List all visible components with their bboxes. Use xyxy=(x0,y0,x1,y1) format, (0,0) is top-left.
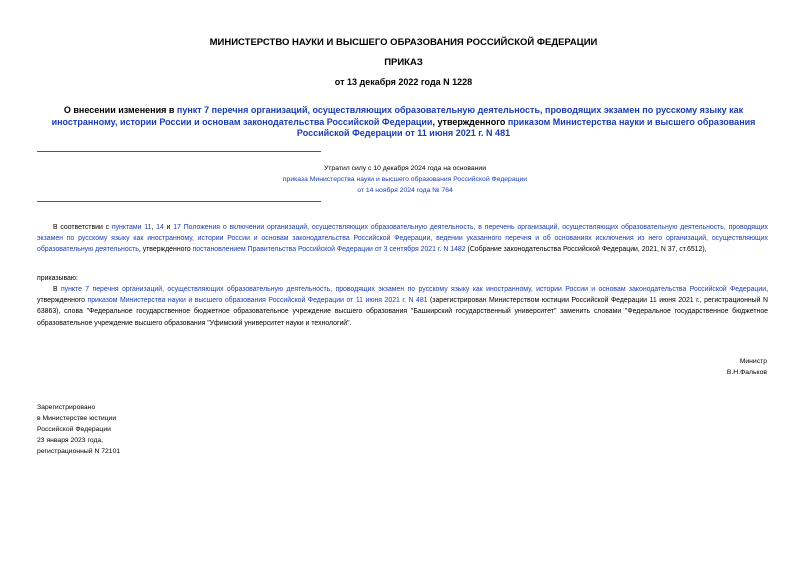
date-number-heading: от 13 декабря 2022 года N 1228 xyxy=(334,77,473,87)
title-link-paragraph-7[interactable]: пункт 7 перечня организаций, осуществляющих образовательную деятельность, проводящих экзамен по русскому языку как иностранному, истории России и основам законодательства Российской Федерации xyxy=(51,105,744,127)
divider-top xyxy=(37,151,321,152)
preamble-link-decree-1482[interactable]: постановлением Правительства Российской Федерации от 3 сентября 2021 г. N 1482 xyxy=(192,246,466,254)
preamble-text-3: и xyxy=(163,224,174,231)
preamble-link-p17[interactable]: 17 Положения о включении организаций, осуществляющих образовательную деятельность, в перечень организаций, осуществляющих образовательную деятельность, проводящих экзамен по русскому языку как иностранному, истории России и основам законодательства Российской Федерации, ведении указанного перечня и об основаниях исключения из него организаций, осуществляющих образовательную деятельность xyxy=(37,224,768,254)
order-title xyxy=(40,105,767,140)
divider-bottom xyxy=(37,201,321,202)
body-link-paragraph-7[interactable]: пункте 7 перечня организаций, осуществляющих образовательную деятельность, проводящих экзамен по русскому языку как иностранному, истории России и основам законодательства Российской Федерации xyxy=(60,286,767,293)
title-middle: , утвержденного xyxy=(432,116,508,127)
lost-force-notice xyxy=(235,163,575,196)
order-word: приказываю: xyxy=(37,275,78,282)
registration-block xyxy=(37,402,120,457)
signature-position: Министр xyxy=(739,358,767,365)
preamble-paragraph xyxy=(37,222,768,256)
registration-line4: 23 января 2023 года, xyxy=(37,437,104,444)
preamble-text-5: (Собрание законодательства Российской Федерации, 2021, N 37, ст.6512), xyxy=(465,246,707,254)
body-paragraph xyxy=(37,284,768,329)
doc-type-heading: ПРИКАЗ xyxy=(384,57,423,68)
lost-force-link-date[interactable]: от 14 ноября 2024 года № 764 xyxy=(357,187,453,194)
title-prefix: О внесении изменения в xyxy=(63,105,177,115)
lost-force-link-order[interactable]: приказа Министерства науки и высшего образования Российской Федерации xyxy=(282,176,528,183)
body-link-order-481[interactable]: приказом Министерства науки и высшего образования Российской Федерации от 11 июня 2021 г. N 481 xyxy=(87,297,428,305)
body-text-1: В xyxy=(53,286,61,293)
preamble-text-2: , xyxy=(151,224,157,231)
lost-force-line1: Утратил силу с 10 декабря 2024 года на основании xyxy=(323,165,486,172)
preamble-text-4: , утвержденного xyxy=(138,246,193,254)
registration-line5: регистрационный N 72101 xyxy=(37,448,121,455)
preamble-link-p11[interactable]: пунктами 11 xyxy=(111,224,152,231)
registration-line1: Зарегистрировано xyxy=(37,404,96,411)
registration-line3: Российской Федерации xyxy=(37,426,111,433)
signature-name: В.Н.Фальков xyxy=(726,369,767,376)
body-text-2: , утвержденного xyxy=(37,286,768,305)
title-link-order-481[interactable]: приказом Министерства науки и высшего образования Российской Федерации от 11 июня 2021 г. N 481 xyxy=(296,116,756,138)
body-text-3: (зарегистрирован Министерством юстиции Российской Федерации 11 июня 2021 г., регистрационный N 63863), слова "Федеральное государственное бюджетное образовательное учреждение высшего образования "Башкирский государственный университет" заменить словами "Федеральное государственное бюджетное образовательное учреждение высшего образования "Уфимский университет науки и технологий". xyxy=(37,297,768,327)
ministry-heading: МИНИСТЕРСТВО НАУКИ И ВЫСШЕГО ОБРАЗОВАНИЯ РОССИЙСКОЙ ФЕДЕРАЦИИ xyxy=(209,37,598,48)
preamble-text-1: В соответствии с xyxy=(53,224,112,231)
signature-block xyxy=(727,356,767,378)
registration-line2: в Министерстве юстиции xyxy=(37,415,117,422)
preamble-link-p14[interactable]: 14 xyxy=(156,224,164,231)
